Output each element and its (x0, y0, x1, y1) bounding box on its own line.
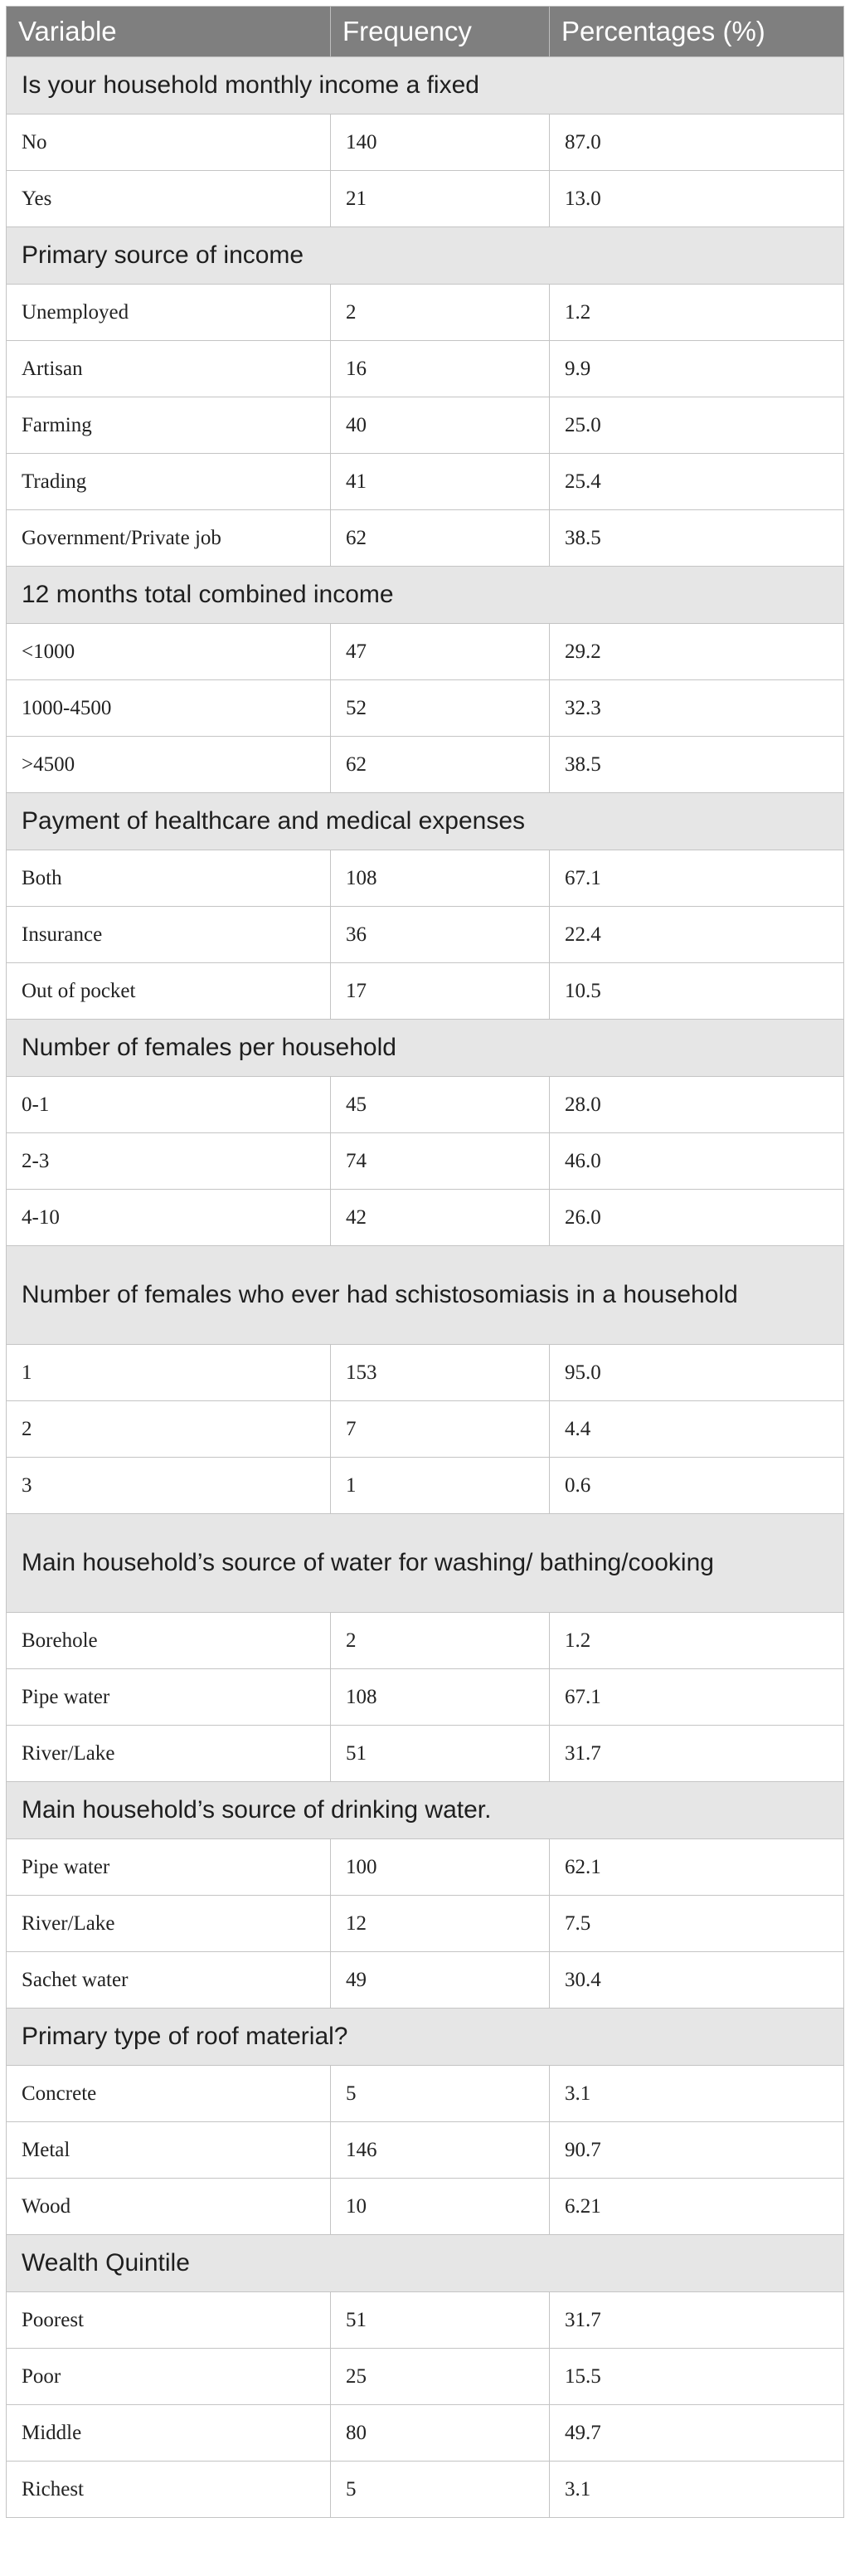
cell-frequency: 108 (331, 850, 550, 907)
cell-variable: Metal (7, 2122, 331, 2179)
cell-frequency: 42 (331, 1190, 550, 1246)
table-row (7, 341, 844, 397)
cell-percentage: 32.3 (550, 680, 844, 737)
header-percentages: Percentages (%) (550, 7, 844, 57)
cell-percentage: 49.7 (550, 2405, 844, 2462)
section-row (7, 1782, 844, 1839)
section-title: Number of females per household (7, 1020, 844, 1077)
section-title: Wealth Quintile (7, 2235, 844, 2292)
table-row (7, 2462, 844, 2518)
cell-frequency: 2 (331, 1613, 550, 1669)
table-row (7, 1458, 844, 1514)
cell-percentage: 90.7 (550, 2122, 844, 2179)
table-row (7, 510, 844, 567)
cell-percentage: 22.4 (550, 907, 844, 963)
cell-percentage: 26.0 (550, 1190, 844, 1246)
cell-variable: >4500 (7, 737, 331, 793)
table-row (7, 1401, 844, 1458)
cell-frequency: 140 (331, 114, 550, 171)
cell-percentage: 3.1 (550, 2462, 844, 2518)
cell-frequency: 5 (331, 2066, 550, 2122)
cell-frequency: 146 (331, 2122, 550, 2179)
cell-frequency: 51 (331, 2292, 550, 2349)
cell-frequency: 41 (331, 454, 550, 510)
table-row (7, 680, 844, 737)
cell-percentage: 25.4 (550, 454, 844, 510)
table-row (7, 454, 844, 510)
table-row (7, 850, 844, 907)
cell-percentage: 62.1 (550, 1839, 844, 1896)
cell-percentage: 30.4 (550, 1952, 844, 2009)
section-title: Primary source of income (7, 227, 844, 285)
section-row (7, 793, 844, 850)
table-row (7, 2066, 844, 2122)
table-row (7, 1669, 844, 1726)
section-title: Payment of healthcare and medical expenses (7, 793, 844, 850)
cell-frequency: 10 (331, 2179, 550, 2235)
cell-percentage: 7.5 (550, 1896, 844, 1952)
table-row (7, 2179, 844, 2235)
cell-variable: No (7, 114, 331, 171)
table-row (7, 1952, 844, 2009)
cell-percentage: 3.1 (550, 2066, 844, 2122)
cell-frequency: 49 (331, 1952, 550, 2009)
table-row (7, 1839, 844, 1896)
header-frequency: Frequency (331, 7, 550, 57)
cell-percentage: 31.7 (550, 2292, 844, 2349)
section-row (7, 57, 844, 114)
table-row (7, 2122, 844, 2179)
table-row (7, 1133, 844, 1190)
table-row (7, 1190, 844, 1246)
cell-variable: Unemployed (7, 285, 331, 341)
cell-percentage: 87.0 (550, 114, 844, 171)
cell-variable: Insurance (7, 907, 331, 963)
cell-variable: Trading (7, 454, 331, 510)
cell-frequency: 47 (331, 624, 550, 680)
cell-variable: Out of pocket (7, 963, 331, 1020)
cell-frequency: 17 (331, 963, 550, 1020)
section-title: Primary type of roof material? (7, 2009, 844, 2066)
cell-variable: Farming (7, 397, 331, 454)
table-row (7, 2292, 844, 2349)
cell-frequency: 62 (331, 737, 550, 793)
cell-percentage: 9.9 (550, 341, 844, 397)
cell-variable: Yes (7, 171, 331, 227)
table-row (7, 285, 844, 341)
cell-variable: 1 (7, 1345, 331, 1401)
section-title: Is your household monthly income a fixed (7, 57, 844, 114)
table-row (7, 1077, 844, 1133)
table-row (7, 171, 844, 227)
cell-frequency: 62 (331, 510, 550, 567)
table-row (7, 907, 844, 963)
cell-variable: 4-10 (7, 1190, 331, 1246)
section-title: Number of females who ever had schistosomiasis in a household (7, 1246, 844, 1345)
cell-frequency: 36 (331, 907, 550, 963)
cell-variable: River/Lake (7, 1896, 331, 1952)
cell-percentage: 38.5 (550, 510, 844, 567)
cell-frequency: 45 (331, 1077, 550, 1133)
section-title: 12 months total combined income (7, 567, 844, 624)
table-row (7, 737, 844, 793)
table-header (7, 7, 844, 57)
cell-percentage: 29.2 (550, 624, 844, 680)
table-row (7, 624, 844, 680)
cell-variable: Middle (7, 2405, 331, 2462)
cell-variable: Poorest (7, 2292, 331, 2349)
cell-percentage: 0.6 (550, 1458, 844, 1514)
cell-frequency: 5 (331, 2462, 550, 2518)
cell-frequency: 16 (331, 341, 550, 397)
header-row (7, 7, 844, 57)
cell-frequency: 52 (331, 680, 550, 737)
section-row (7, 567, 844, 624)
cell-percentage: 10.5 (550, 963, 844, 1020)
cell-variable: Both (7, 850, 331, 907)
data-table (6, 6, 844, 2518)
cell-frequency: 108 (331, 1669, 550, 1726)
cell-percentage: 67.1 (550, 1669, 844, 1726)
cell-variable: River/Lake (7, 1726, 331, 1782)
cell-frequency: 153 (331, 1345, 550, 1401)
cell-variable: Pipe water (7, 1839, 331, 1896)
cell-frequency: 25 (331, 2349, 550, 2405)
cell-frequency: 80 (331, 2405, 550, 2462)
section-title: Main household’s source of drinking water. (7, 1782, 844, 1839)
cell-frequency: 21 (331, 171, 550, 227)
cell-variable: 1000-4500 (7, 680, 331, 737)
table-row (7, 1896, 844, 1952)
cell-percentage: 31.7 (550, 1726, 844, 1782)
cell-variable: 2 (7, 1401, 331, 1458)
section-row (7, 1514, 844, 1613)
cell-percentage: 95.0 (550, 1345, 844, 1401)
cell-percentage: 1.2 (550, 1613, 844, 1669)
cell-variable: <1000 (7, 624, 331, 680)
cell-variable: 3 (7, 1458, 331, 1514)
cell-frequency: 1 (331, 1458, 550, 1514)
cell-percentage: 6.21 (550, 2179, 844, 2235)
cell-variable: Poor (7, 2349, 331, 2405)
cell-percentage: 1.2 (550, 285, 844, 341)
table-row (7, 2405, 844, 2462)
section-title: Main household’s source of water for washing/ bathing/cooking (7, 1514, 844, 1613)
cell-variable: 0-1 (7, 1077, 331, 1133)
cell-variable: Artisan (7, 341, 331, 397)
table-row (7, 2349, 844, 2405)
cell-percentage: 46.0 (550, 1133, 844, 1190)
cell-percentage: 15.5 (550, 2349, 844, 2405)
cell-variable: Sachet water (7, 1952, 331, 2009)
cell-variable: Pipe water (7, 1669, 331, 1726)
section-row (7, 1246, 844, 1345)
header-variable: Variable (7, 7, 331, 57)
cell-percentage: 4.4 (550, 1401, 844, 1458)
cell-frequency: 2 (331, 285, 550, 341)
cell-percentage: 38.5 (550, 737, 844, 793)
table-row (7, 1613, 844, 1669)
table-body (7, 57, 844, 2518)
cell-variable: Richest (7, 2462, 331, 2518)
table-row (7, 1345, 844, 1401)
table-row (7, 114, 844, 171)
cell-variable: Government/Private job (7, 510, 331, 567)
section-row (7, 227, 844, 285)
cell-frequency: 51 (331, 1726, 550, 1782)
table-row (7, 397, 844, 454)
cell-frequency: 12 (331, 1896, 550, 1952)
cell-variable: 2-3 (7, 1133, 331, 1190)
cell-variable: Concrete (7, 2066, 331, 2122)
cell-variable: Wood (7, 2179, 331, 2235)
cell-percentage: 67.1 (550, 850, 844, 907)
cell-percentage: 13.0 (550, 171, 844, 227)
table-row (7, 963, 844, 1020)
cell-variable: Borehole (7, 1613, 331, 1669)
cell-percentage: 25.0 (550, 397, 844, 454)
cell-frequency: 40 (331, 397, 550, 454)
section-row (7, 2235, 844, 2292)
cell-frequency: 100 (331, 1839, 550, 1896)
cell-frequency: 7 (331, 1401, 550, 1458)
section-row (7, 1020, 844, 1077)
table-row (7, 1726, 844, 1782)
section-row (7, 2009, 844, 2066)
cell-frequency: 74 (331, 1133, 550, 1190)
cell-percentage: 28.0 (550, 1077, 844, 1133)
